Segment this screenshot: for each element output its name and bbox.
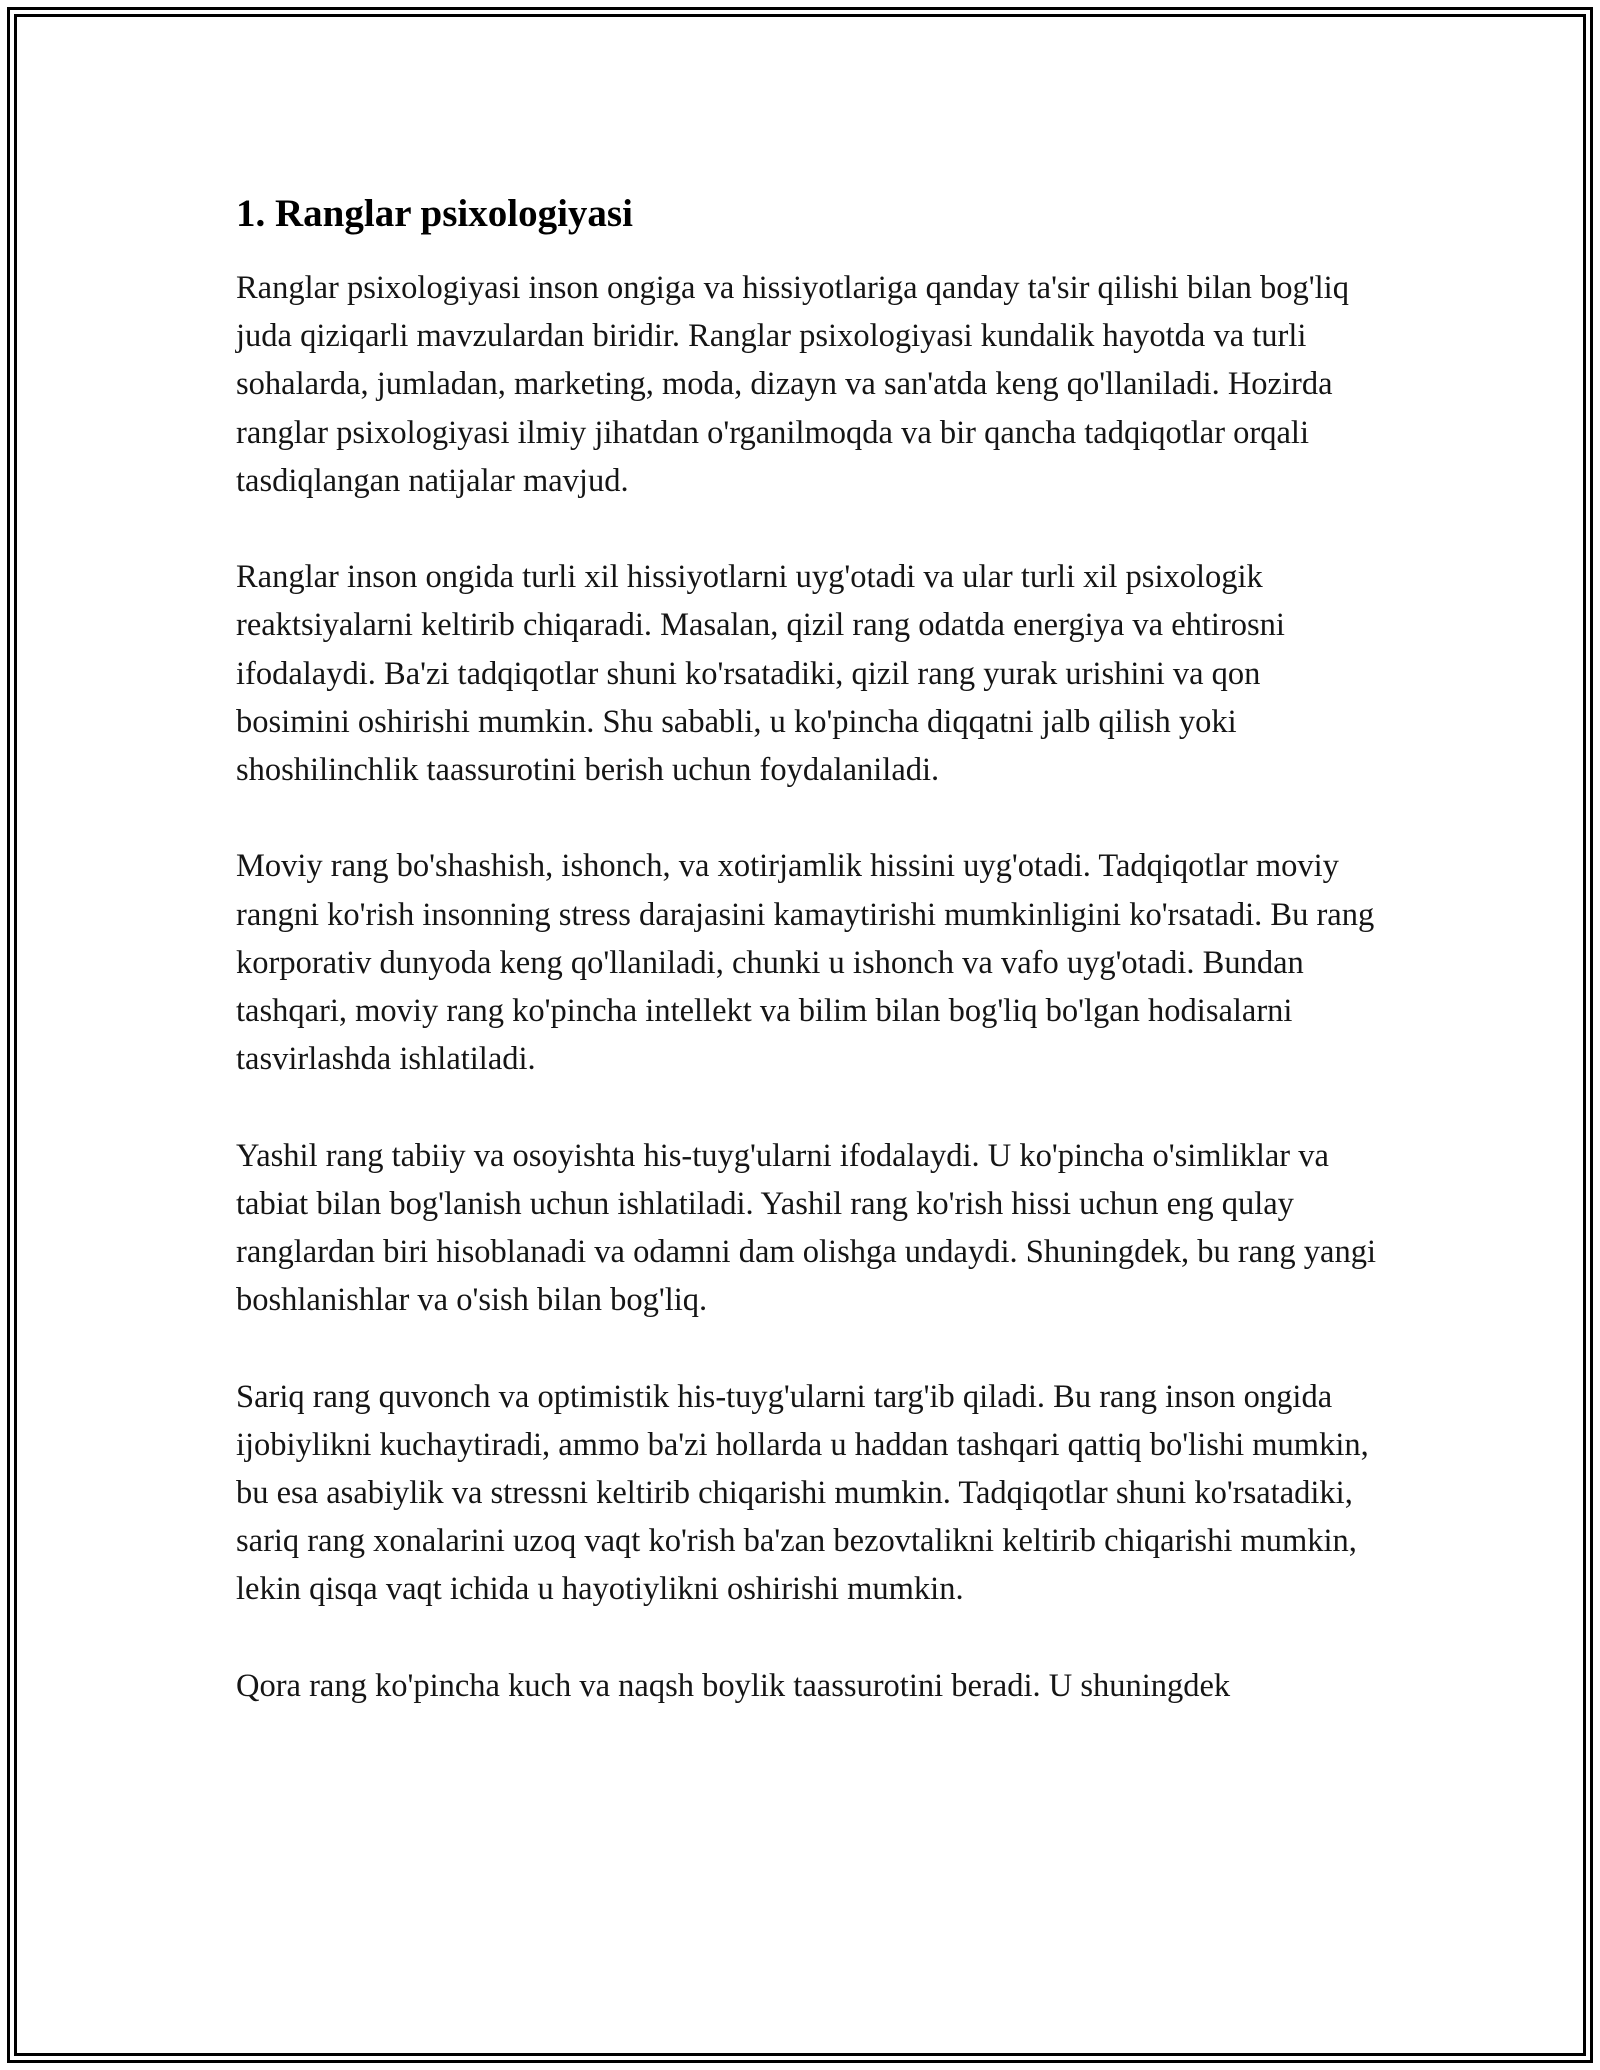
paragraph-red: Ranglar inson ongida turli xil hissiyotlarni uyg'otadi va ular turli xil psixologik reaktsiyalarni keltirib chiqaradi. Masalan, qizil rang odatda energiya va ehtirosni ifodalaydi. Ba'zi tadqiqotlar shuni ko'rsatadiki, qizil rang yurak urishini va qon bosimini oshirishi mumkin. Shu sababli, u ko'pincha diqqatni jalb qilish yoki shoshilinchlik taassurotini berish uchun foydalaniladi.	[236, 559, 1285, 789]
section-heading: 1. Ranglar psixologiyasi	[236, 192, 633, 235]
document-body	[236, 184, 1380, 1758]
paragraph-blue: Moviy rang bo'shashish, ishonch, va xotirjamlik hissini uyg'otadi. Tadqiqotlar moviy rangni ko'rish insonning stress darajasini kamaytirishi mumkinligini ko'rsatadi. Bu rang korporativ dunyoda keng qo'llaniladi, chunki u ishonch va vafo uyg'otadi. Bundan tashqari, moviy rang ko'pincha intellekt va bilim bilan bog'liq bo'lgan hodisalarni tasvirlashda ishlatiladi.	[236, 848, 1375, 1078]
paragraph-intro: Ranglar psixologiyasi inson ongiga va hissiyotlariga qanday ta'sir qilishi bilan bog'liq juda qiziqarli mavzulardan biridir. Ranglar psixologiyasi kundalik hayotda va turli sohalarda, jumladan, marketing, moda, dizayn va san'atda keng qo'llaniladi. Hozirda ranglar psixologiyasi ilmiy jihatdan o'rganilmoqda va bir qancha tadqiqotlar orqali tasdiqlangan natijalar mavjud.	[236, 270, 1349, 499]
paragraph-yellow: Sariq rang quvonch va optimistik his-tuyg'ularni targ'ib qiladi. Bu rang inson ongida ijobiylikni kuchaytiradi, ammo ba'zi hollarda u haddan tashqari qattiq bo'lishi mumkin, bu esa asabiylik va stressni keltirib chiqarishi mumkin. Tadqiqotlar shuni ko'rsatadiki, sariq rang xonalarini uzoq vaqt ko'rish ba'zan bezovtalikni keltirib chiqarishi mumkin, lekin qisqa vaqt ichida u hayotiylikni oshirishi mumkin.	[236, 1378, 1369, 1608]
paragraph-green: Yashil rang tabiiy va osoyishta his-tuyg'ularni ifodalaydi. U ko'pincha o'simliklar va tabiat bilan bog'lanish uchun ishlatiladi. Yashil rang ko'rish hissi uchun eng qulay ranglardan biri hisoblanadi va odamni dam olishga undaydi. Shuningdek, bu rang yangi boshlanishlar va o'sish bilan bog'liq.	[236, 1137, 1376, 1319]
paragraph-black: Qora rang ko'pincha kuch va naqsh boylik taassurotini beradi. U shuningdek	[236, 1667, 1231, 1704]
